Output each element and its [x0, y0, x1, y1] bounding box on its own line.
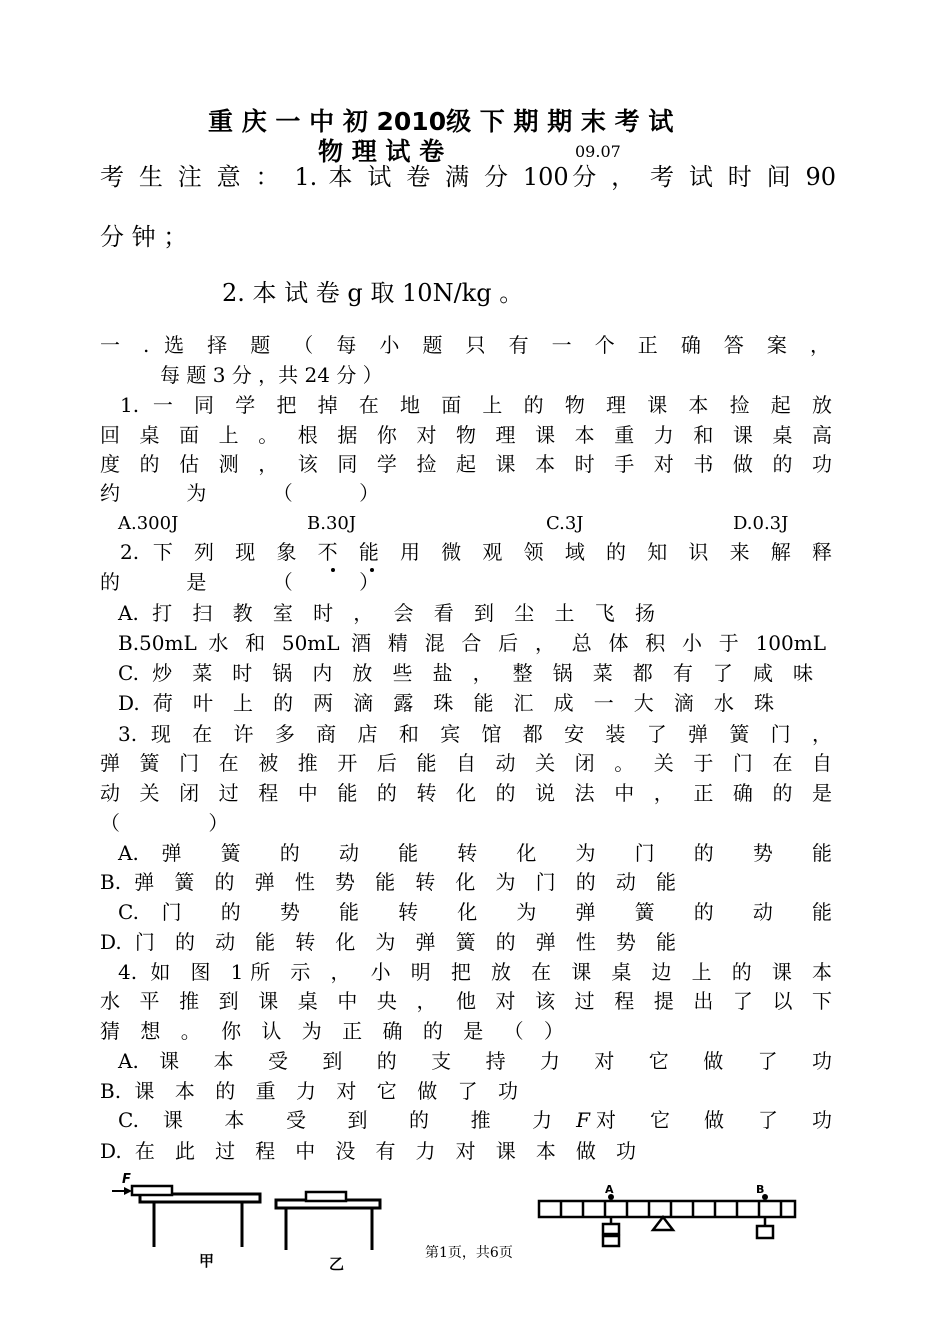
force-label: F: [122, 1172, 131, 1187]
q2-option-a: A. 打 扫 教 室 时 ， 会 看 到 尘 土 飞 扬: [118, 601, 655, 625]
q3-option-a: A. 弹 簧 的 动 能 转 化 为 门 的 势 能: [118, 841, 832, 865]
desk-jia: [140, 1194, 260, 1247]
q4-option-c-var: F: [576, 1108, 590, 1132]
q3-option-b: B. 弹 簧 的 弹 性 势 能 转 化 为 门 的 动 能: [100, 870, 676, 894]
q4-option-a: A. 课 本 受 到 的 支 持 力 对 它 做 了 功: [118, 1049, 832, 1073]
q1-option-a: A.300J: [118, 513, 179, 534]
q1-option-b: B.30J: [307, 513, 357, 534]
q3-line-1: 3. 现 在 许 多 商 店 和 宾 馆 都 安 装 了 弹 簧 门 ，: [118, 722, 832, 746]
q3-option-d: D. 门 的 动 能 转 化 为 弹 簧 的 弹 性 势 能: [100, 930, 676, 954]
q4-option-c: [118, 1105, 832, 1135]
section-heading: 一 . 选 择 题 （ 每 小 题 只 有 一 个 正 确 答 案 ，: [100, 333, 830, 357]
q4-option-b: B. 课 本 的 重 力 对 它 做 了 功: [100, 1079, 518, 1103]
fulcrum: [653, 1217, 673, 1230]
weights-a: [603, 1217, 619, 1246]
notice-line-1: 考 生 注 意 ： 1. 本 试 卷 满 分 100分 ， 考 试 时 间 90: [100, 163, 836, 191]
q2-option-d: D. 荷 叶 上 的 两 滴 露 珠 能 汇 成 一 大 滴 水 珠: [118, 691, 774, 715]
q1-line-3: 度 的 估 测 ， 该 同 学 捡 起 课 本 时 手 对 书 做 的 功: [100, 452, 832, 476]
q1-line-2: 回 桌 面 上 。 根 据 你 对 物 理 课 本 重 力 和 课 桌 高: [100, 423, 832, 447]
q1-option-c: C.3J: [546, 513, 584, 534]
q3-option-c: C. 门 的 势 能 转 化 为 弹 簧 的 动 能: [118, 900, 832, 924]
q4-line-1: 4. 如 图 1所 示 ， 小 明 把 放 在 课 桌 边 上 的 课 本: [118, 960, 832, 984]
label-b: B: [756, 1183, 765, 1196]
q3-line-2: 弹 簧 门 在 被 推 开 后 能 自 动 关 闭 。 关 于 门 在 自: [100, 751, 832, 775]
q2-option-c: C. 炒 菜 时 锅 内 放 些 盐 ， 整 锅 菜 都 有 了 咸 味: [118, 661, 813, 685]
q2-line-1: 2. 下 列 现 象 不 能 用 微 观 领 域 的 知 识 来 解 释: [120, 540, 832, 564]
q4-option-c-text: C. 课 本 受 到 的 推 力: [118, 1108, 553, 1132]
figure-desks: [110, 1172, 390, 1272]
book-yi: [306, 1192, 346, 1201]
q1-line-4: 约 为 （ ）: [100, 481, 380, 505]
book-jia: [132, 1186, 172, 1195]
notice-line-2: 分 钟 ；: [100, 223, 188, 251]
q4-line-2: 水 平 推 到 课 桌 中 央 ， 他 对 该 过 程 提 出 了 以 下: [100, 989, 832, 1013]
q1-line-1: 1. 一 同 学 把 掉 在 地 面 上 的 物 理 课 本 捡 起 放: [120, 393, 832, 417]
q4-option-d: D. 在 此 过 程 中 没 有 力 对 课 本 做 功: [100, 1139, 636, 1163]
exam-date: 09.07: [575, 142, 621, 161]
q3-line-3: 动 关 闭 过 程 中 能 的 转 化 的 说 法 中 ， 正 确 的 是: [100, 781, 832, 805]
label-a: A: [605, 1183, 614, 1196]
exam-title: 重 庆 一 中 初 2010级 下 期 期 末 考 试: [208, 107, 674, 136]
figure-caption-jia: 甲: [199, 1252, 215, 1270]
q4-option-c-text-2: 对 它 做 了 功: [596, 1108, 832, 1132]
q2-option-b: B.50mL 水 和 50mL 酒 精 混 合 后 ， 总 体 积 小 于 100mL: [118, 631, 826, 655]
weight-b: [757, 1217, 773, 1238]
q1-option-d: D.0.3J: [733, 513, 789, 534]
page-footer: 第1页，共6页: [425, 1245, 513, 1261]
notice-line-3: 2. 本 试 卷 g 取 10N/kg 。: [222, 279, 524, 307]
desk-yi: [276, 1200, 380, 1250]
q4-line-3: 猜 想 。 你 认 为 正 确 的 是 （ ）: [100, 1019, 564, 1043]
lever-bar: [539, 1201, 795, 1217]
section-subheading: 每 题 3 分 ，共 24 分 ）: [160, 363, 383, 387]
force-arrow: [112, 1187, 132, 1195]
paper-title: 物 理 试 卷: [318, 137, 445, 166]
q3-line-4: （ ）: [100, 811, 229, 835]
q2-line-2: 的 是 （ ）: [100, 570, 380, 594]
figure-caption-yi: 乙: [329, 1255, 345, 1273]
